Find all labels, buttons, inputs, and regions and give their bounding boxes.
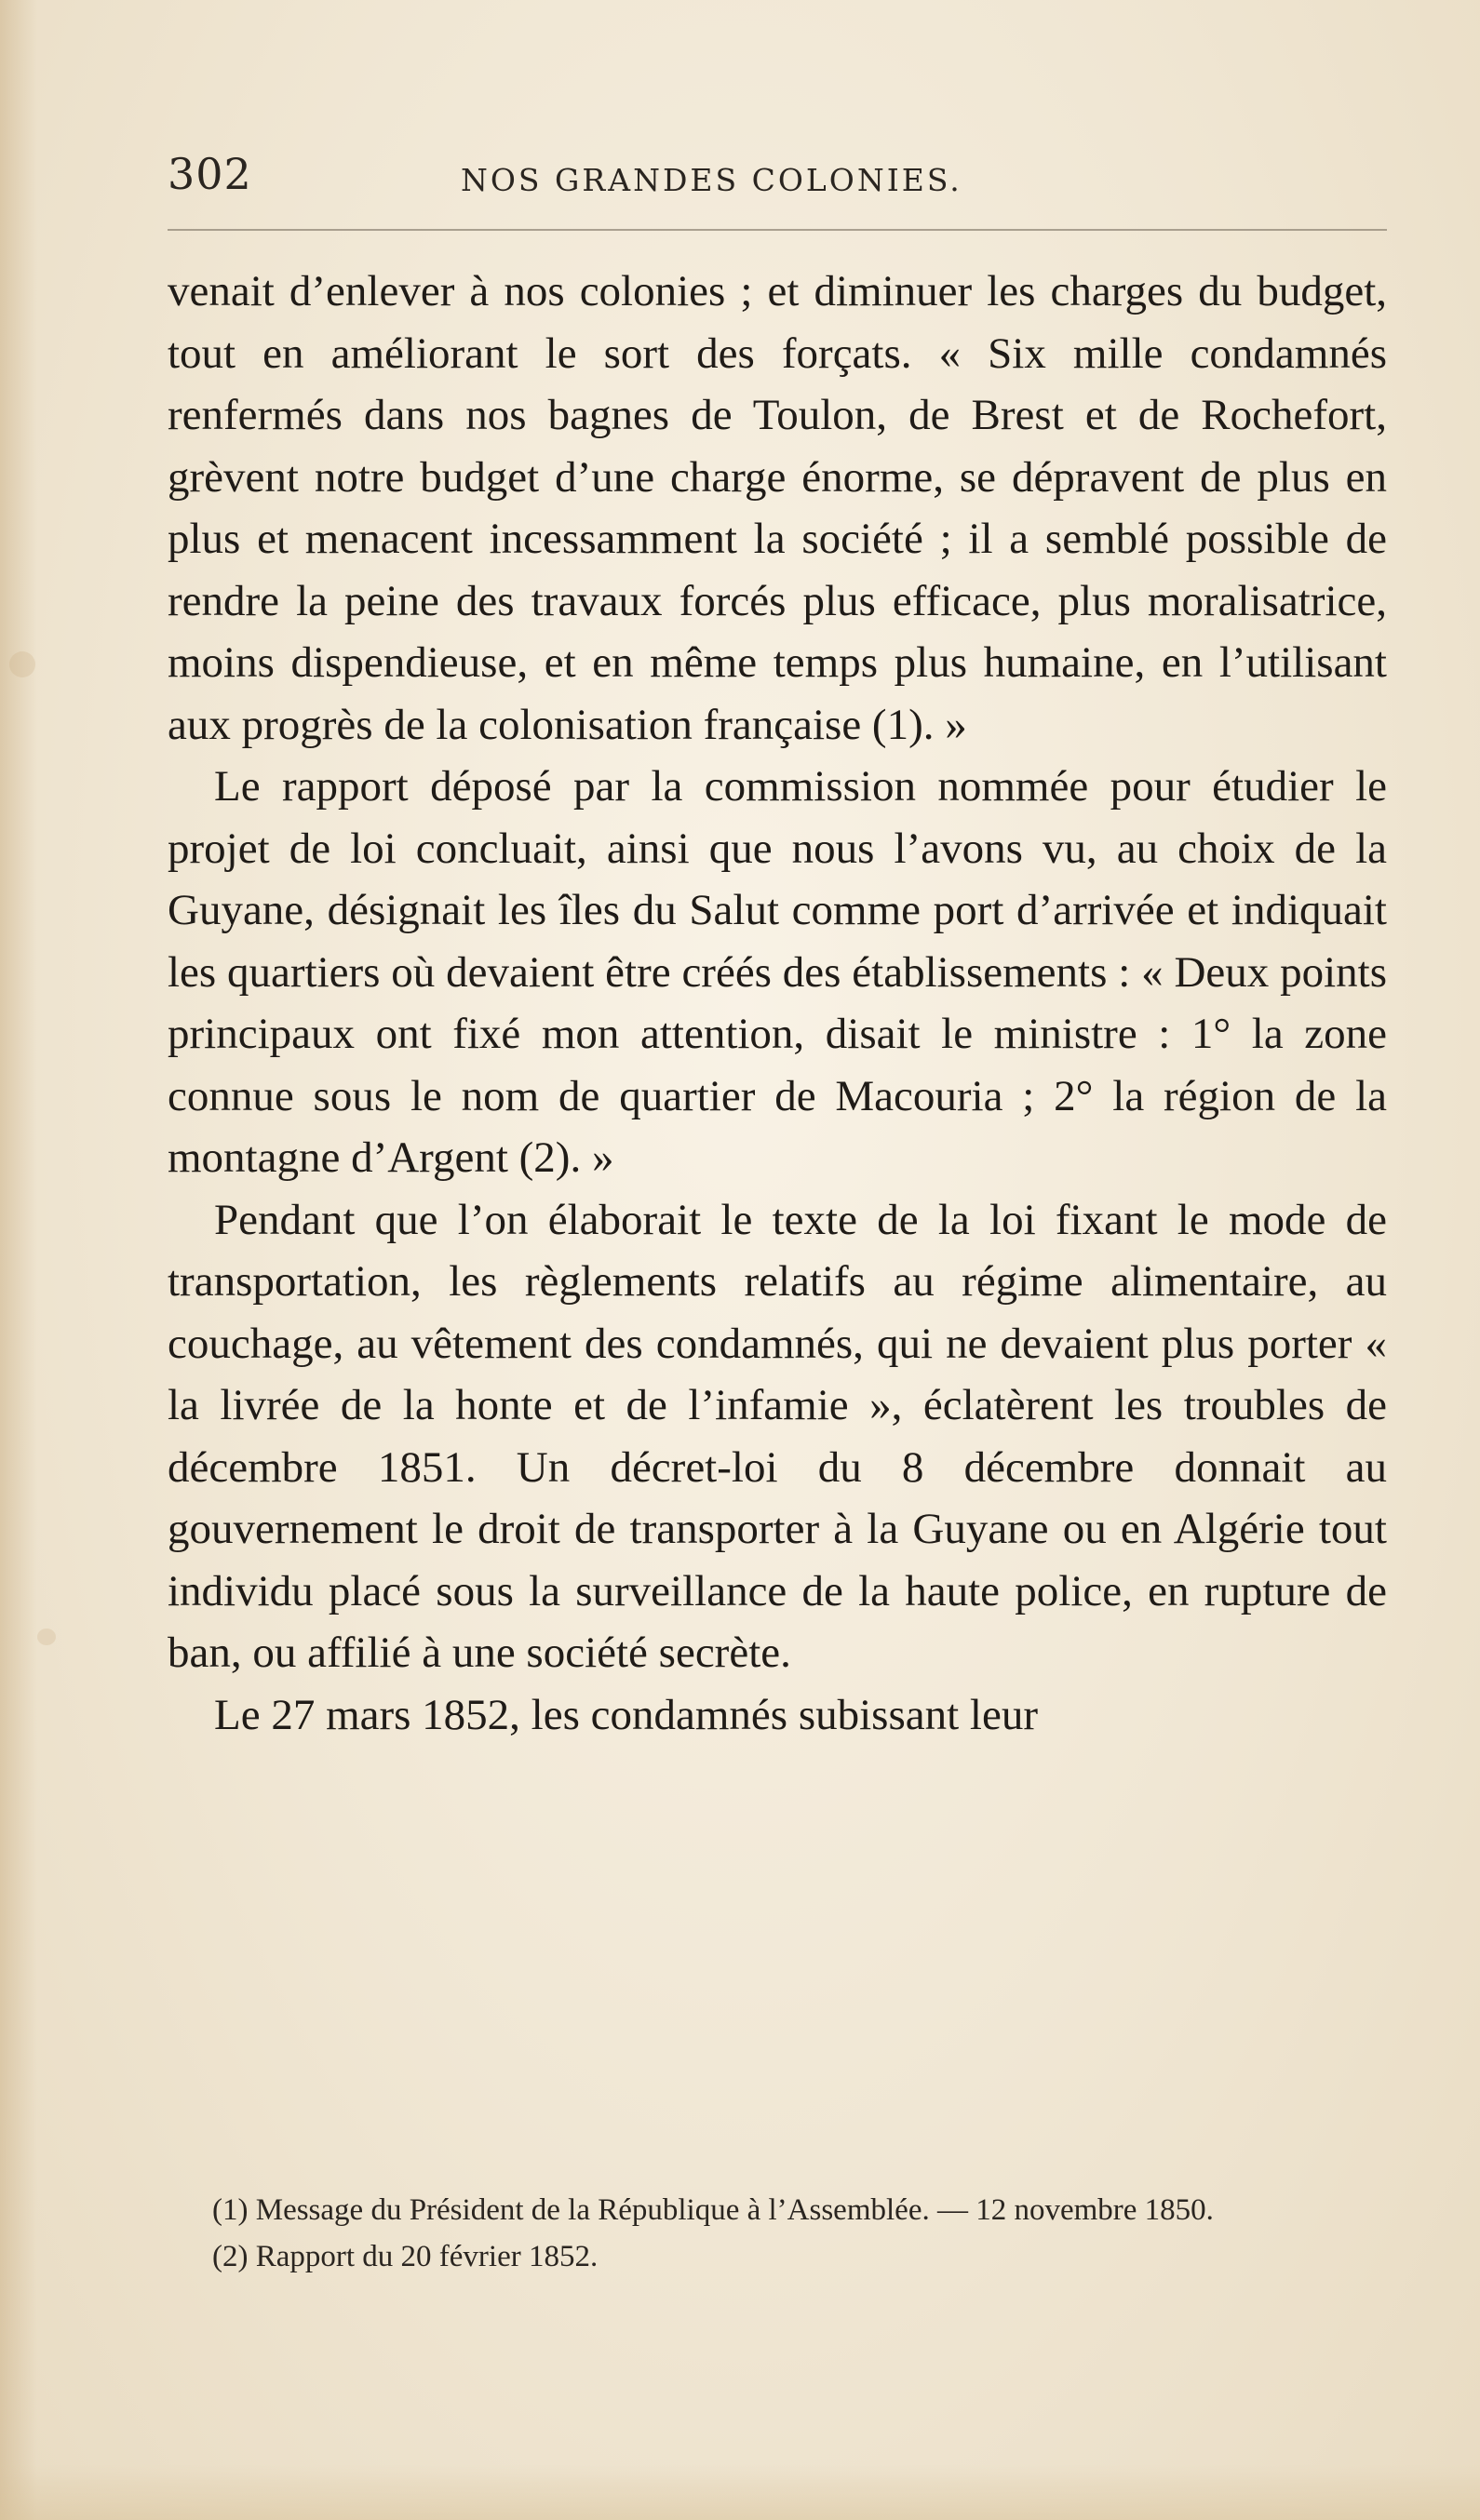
page-edge-shadow xyxy=(0,0,37,2520)
running-title: NOS GRANDES COLONIES. xyxy=(461,162,962,198)
footnote-1: (1) Message du Président de la République à l’Assemblée. — 12 novembre 1850. xyxy=(212,2193,1214,2227)
paragraph-continuation: venait d’enlever à nos colonies ; et diminuer les charges du budget, tout en améliorant le sort des forçats. « Six mille condamnés renfermés dans nos bagnes de Toulon, de Brest et de Rochefort, grèvent notre budget d’une charge énorme, se dépravent de plus en plus et menacent incessamment la société ; il a semblé possible de rendre la peine des travaux forcés plus efficace, plus moralisatrice, moins dispendieuse, et en même temps plus humaine, en l’utilisant aux progrès de la colonisation française (1). » xyxy=(168,267,1387,749)
paragraph: Pendant que l’on élaborait le texte de la loi fixant le mode de transportation, les règlements relatifs au régime alimentaire, au couchage, au vêtement des condamnés, qui ne devaient plus porter « la livrée de la honte et de l’infamie », éclatèrent les troubles de décembre 1851. Un décret-loi du 8 décembre donnait au gouvernement le droit de transporter à la Guyane ou en Algérie tout individu placé sous la surveillance de la haute police, en rupture de ban, ou affilié à une société secrète. xyxy=(168,1195,1387,1677)
footnotes xyxy=(168,2187,1387,2280)
paragraph: Le rapport déposé par la commission nommée pour étudier le projet de loi concluait, ainsi que nous l’avons vu, au choix de la Guyane, désignait les îles du Salut comme port d’arrivée et indiquait les quartiers où devaient être créés des établissements : « Deux points principaux ont fixé mon attention, disait le ministre : 1° la zone connue sous le nom de quartier de Macouria ; 2° la région de la montagne d’Argent (2). » xyxy=(168,762,1387,1182)
page-bottom-shadow xyxy=(0,2464,1480,2520)
paper-stain xyxy=(9,651,35,677)
header-rule xyxy=(168,229,1387,231)
paper-stain xyxy=(37,1629,56,1645)
footnote-2: (2) Rapport du 20 février 1852. xyxy=(212,2240,599,2273)
page-number: 302 xyxy=(168,149,252,199)
running-head xyxy=(168,141,1387,207)
paragraph: Le 27 mars 1852, les condamnés subissant leur xyxy=(214,1690,1038,1739)
body-text xyxy=(168,261,1387,1746)
